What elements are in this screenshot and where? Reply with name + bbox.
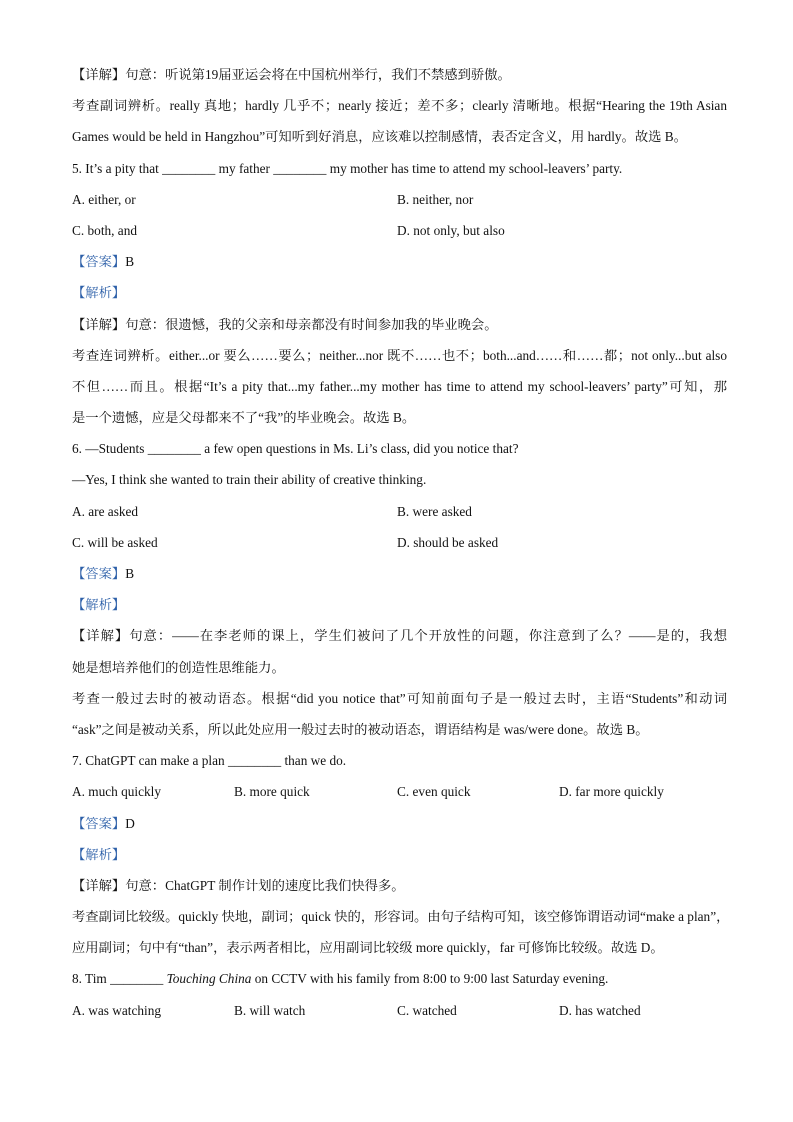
- q7-answer: [72, 813, 727, 844]
- q5-exp-1: 考查连词辨析。either...or 要么……要么；neither...nor 既不……也不；both...and……和……都；not only...but also: [72, 347, 727, 363]
- option-a: A. either, or: [72, 191, 136, 207]
- q6-stem-2: —Yes, I think she wanted to train their ability of creative thinking.: [72, 472, 427, 488]
- q5-exp-3: 是一个遗憾，应是父母都来不了“我”的毕业晚会。故选 B。: [72, 410, 416, 426]
- option-b: B. more quick: [234, 784, 310, 800]
- q7-exp-1: 考查副词比较级。quickly 快地，副词；quick 快的，形容词。由句子结构可知，该空修饰谓语动词“make a plan”，: [72, 909, 730, 925]
- q6-detail-1: [72, 625, 727, 656]
- detail-text: 句意：ChatGPT 制作计划的速度比我们快得多。: [125, 877, 405, 893]
- q5-answer: [72, 251, 727, 282]
- answer-label: 【答案】: [72, 566, 126, 581]
- q7-detail: [72, 875, 727, 906]
- q5-options-row-2: [72, 220, 727, 251]
- q5-stem: 5. It’s a pity that ________ my father ________ my mother has time to attend my school-leavers’ party.: [72, 160, 623, 176]
- answer-value: D: [125, 815, 135, 831]
- option-d: D. should be asked: [397, 534, 499, 550]
- stem-text: 8. Tim ________: [72, 971, 167, 987]
- q7-exp-2: 应用副词；句中有“than”，表示两者相比，应用副词比较级 more quickly，far 可修饰比较级。故选 D。: [72, 940, 664, 956]
- detail-label: 【详解】: [72, 877, 126, 893]
- stem-text: on CCTV with his family from 8:00 to 9:00 last Saturday evening.: [251, 971, 609, 987]
- answer-value: B: [125, 254, 135, 270]
- q4-exp-1: 考查副词辨析。really 真地；hardly 几乎不；nearly 接近；差不多；clearly 清晰地。根据“Hearing the 19th Asian: [72, 98, 727, 114]
- option-a: A. much quickly: [72, 784, 162, 800]
- q6-stem-1: 6. —Students ________ a few open questions in Ms. Li’s class, did you notice that?: [72, 441, 519, 457]
- document-page: [72, 64, 730, 1031]
- q7-analysis-label: 【解析】: [72, 846, 126, 862]
- option-c: C. both, and: [72, 222, 138, 238]
- q6-exp-1: 考查一般过去时的被动语态。根据“did you notice that”可知前面句子是一般过去时，主语“Students”和动词: [72, 690, 727, 706]
- option-c: C. even quick: [397, 784, 471, 800]
- detail-text: 句意：很遗憾，我的父亲和母亲都没有时间参加我的毕业晚会。: [125, 316, 498, 332]
- q4-detail: [72, 64, 727, 95]
- q8-options: [72, 1000, 727, 1031]
- q8-stem: [72, 968, 727, 999]
- q6-detail-2: 她是想培养他们的创造性思维能力。: [72, 659, 285, 675]
- option-a: A. are asked: [72, 503, 139, 519]
- q5-options-row-1: [72, 189, 727, 220]
- detail-label: 【详解】: [72, 628, 130, 644]
- detail-text: 句意：——在李老师的课上，学生们被问了几个开放性的问题，你注意到了么？——是的，我想: [129, 628, 728, 644]
- answer-value: B: [125, 566, 135, 581]
- detail-label: 【详解】: [72, 67, 126, 82]
- option-d: D. far more quickly: [559, 784, 664, 800]
- q6-options-row-2: [72, 532, 727, 563]
- q5-analysis-label: 【解析】: [72, 285, 126, 301]
- option-b: B. neither, nor: [397, 191, 474, 207]
- answer-label: 【答案】: [72, 254, 126, 270]
- q4-exp-2: Games would be held in Hangzhou”可知听到好消息，应该难以控制感情，表否定含义，用 hardly。故选 B。: [72, 129, 687, 145]
- q6-options-row-1: [72, 501, 727, 532]
- q7-stem: 7. ChatGPT can make a plan ________ than we do.: [72, 753, 347, 769]
- option-d: D. not only, but also: [397, 222, 505, 238]
- detail-text: 句意：听说第19届亚运会将在中国杭州举行，我们不禁感到骄傲。: [125, 67, 511, 82]
- program-title: Touching China: [166, 971, 252, 987]
- option-b: B. were asked: [397, 503, 472, 519]
- q6-answer: [72, 563, 727, 594]
- option-c: C. will be asked: [72, 534, 158, 550]
- q5-detail: [72, 314, 727, 345]
- q5-exp-2: 不但……而且。根据“It’s a pity that...my father...my mother has time to attend my school-leavers’ party”可知，那: [72, 378, 727, 394]
- option-b: B. will watch: [234, 1002, 306, 1018]
- answer-label: 【答案】: [72, 815, 126, 831]
- q6-exp-2: “ask”之间是被动关系，所以此处应用一般过去时的被动语态，谓语结构是 was/were done。故选 B。: [72, 721, 649, 737]
- q6-analysis-label: 【解析】: [72, 597, 126, 613]
- option-a: A. was watching: [72, 1002, 161, 1018]
- option-d: D. has watched: [559, 1002, 641, 1018]
- detail-label: 【详解】: [72, 316, 126, 332]
- q7-options: [72, 781, 727, 812]
- option-c: C. watched: [397, 1002, 457, 1018]
